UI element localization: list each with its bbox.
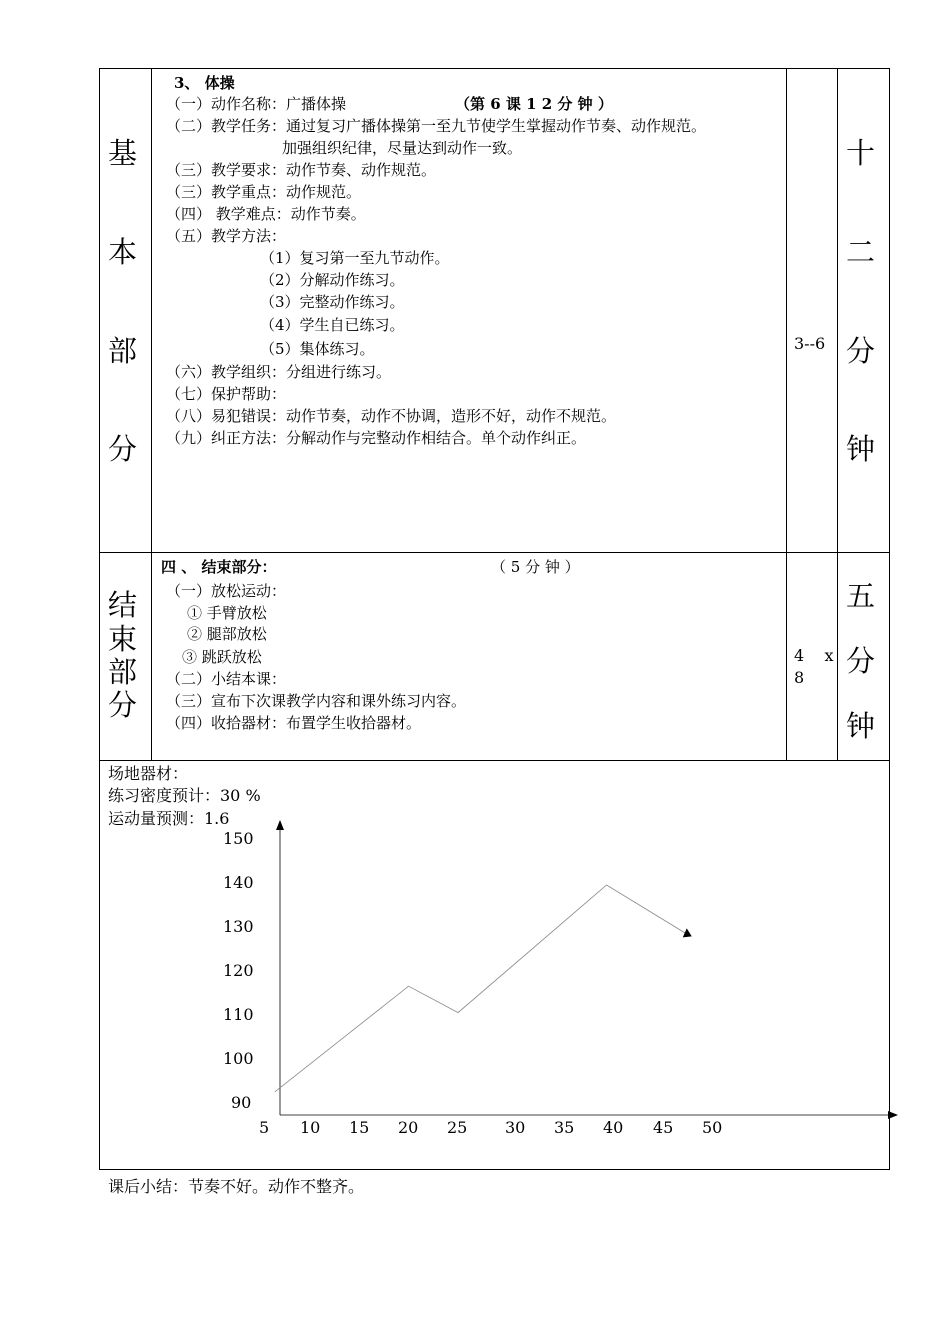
content-line: （五）教学方法： (166, 227, 287, 245)
y-tick-label: 90 (231, 1093, 252, 1112)
col-divider-label (151, 68, 152, 760)
content-line: （二）小结本课： (166, 670, 287, 688)
ending-side-char: 束 (108, 622, 138, 656)
col-divider-reps (786, 68, 787, 760)
method-item: （5）集体练习。 (260, 340, 375, 358)
lesson-tag: （第 6 课 1 2 分 钟 ） (455, 95, 613, 113)
x-tick-label: 15 (349, 1118, 370, 1137)
ending-time-char: 五 (846, 579, 876, 613)
exercise-load: 运动量预测：1.6 (108, 809, 230, 828)
x-tick-label: 5 (259, 1118, 270, 1137)
y-tick-label: 120 (223, 961, 254, 980)
ending-reps: 4 x (794, 646, 834, 665)
content-line: （八）易犯错误：动作节奏，动作不协调，造形不好，动作不规范。 (166, 407, 617, 425)
content-line: （三）教学要求：动作节奏、动作规范。 (166, 161, 437, 179)
content-line: （二）教学任务：通过复习广播体操第一至九节使学生掌握动作节奏、动作规范。 (166, 117, 707, 135)
ending-side-char: 部 (108, 655, 138, 689)
content-line: （四）收拾器材：布置学生收拾器材。 (166, 714, 422, 732)
section-heading: 3、 体操 (174, 74, 235, 92)
lesson-summary: 课后小结：节奏不好。动作不整齐。 (108, 1177, 365, 1196)
practice-density: 练习密度预计：30 % (108, 786, 261, 805)
y-tick-label: 110 (223, 1005, 254, 1024)
relax-item: ③ 跳跃放松 (182, 648, 262, 666)
col-divider-time (837, 68, 838, 760)
content-line: （三）宣布下次课教学内容和课外练习内容。 (166, 692, 467, 710)
basic-time-char: 二 (846, 235, 876, 269)
basic-time-char: 十 (846, 136, 876, 170)
content-line: （六）教学组织：分组进行练习。 (166, 363, 392, 381)
content-line: （一）放松运动： (166, 582, 287, 600)
method-item: （2）分解动作练习。 (260, 271, 405, 289)
basic-time-char: 分 (846, 334, 876, 368)
ending-time-char: 分 (846, 644, 876, 678)
content-line: （九）纠正方法：分解动作与完整动作相结合。单个动作纠正。 (166, 429, 587, 447)
x-tick-label: 25 (447, 1118, 468, 1137)
relax-item: ② 腿部放松 (187, 625, 267, 643)
content-line: （七）保护帮助： (166, 385, 287, 403)
section-heading: 四 、 结束部分： (161, 558, 277, 576)
basic-reps: 3--6 (794, 334, 826, 353)
relax-item: ① 手臂放松 (187, 604, 267, 622)
row-divider-basic-end (99, 552, 890, 553)
basic-side-char: 分 (108, 432, 138, 466)
ending-reps-count: 8 (794, 668, 805, 687)
ending-side-char: 结 (108, 588, 138, 622)
content-line: （一）动作名称：广播体操 (166, 95, 347, 113)
x-tick-label: 45 (653, 1118, 674, 1137)
basic-time-char: 钟 (846, 432, 876, 466)
x-tick-label: 30 (505, 1118, 526, 1137)
basic-side-char: 本 (108, 235, 138, 269)
y-tick-label: 130 (223, 917, 254, 936)
venue-equipment: 场地器材： (108, 764, 189, 783)
y-tick-label: 100 (223, 1049, 254, 1068)
x-tick-label: 40 (603, 1118, 624, 1137)
x-tick-label: 50 (702, 1118, 723, 1137)
method-item: （1）复习第一至九节动作。 (260, 249, 450, 267)
ending-time-char: 钟 (846, 709, 876, 743)
content-line: （三）教学重点：动作规范。 (166, 183, 362, 201)
method-item: （3）完整动作练习。 (260, 293, 405, 311)
content-line: （四） 教学难点：动作节奏。 (166, 205, 366, 223)
x-tick-label: 35 (554, 1118, 575, 1137)
content-line: 加强组织纪律，尽量达到动作一致。 (282, 139, 523, 157)
y-tick-label: 140 (223, 873, 254, 892)
basic-side-char: 基 (108, 136, 138, 170)
method-item: （4）学生自已练习。 (260, 316, 405, 334)
row-divider-ending-end (99, 760, 890, 761)
x-tick-label: 20 (398, 1118, 419, 1137)
ending-time-tag: （ 5 分 钟 ） (491, 558, 580, 576)
y-tick-label: 150 (223, 829, 254, 848)
x-tick-label: 10 (300, 1118, 321, 1137)
basic-side-char: 部 (108, 334, 138, 368)
ending-side-char: 分 (108, 688, 138, 722)
